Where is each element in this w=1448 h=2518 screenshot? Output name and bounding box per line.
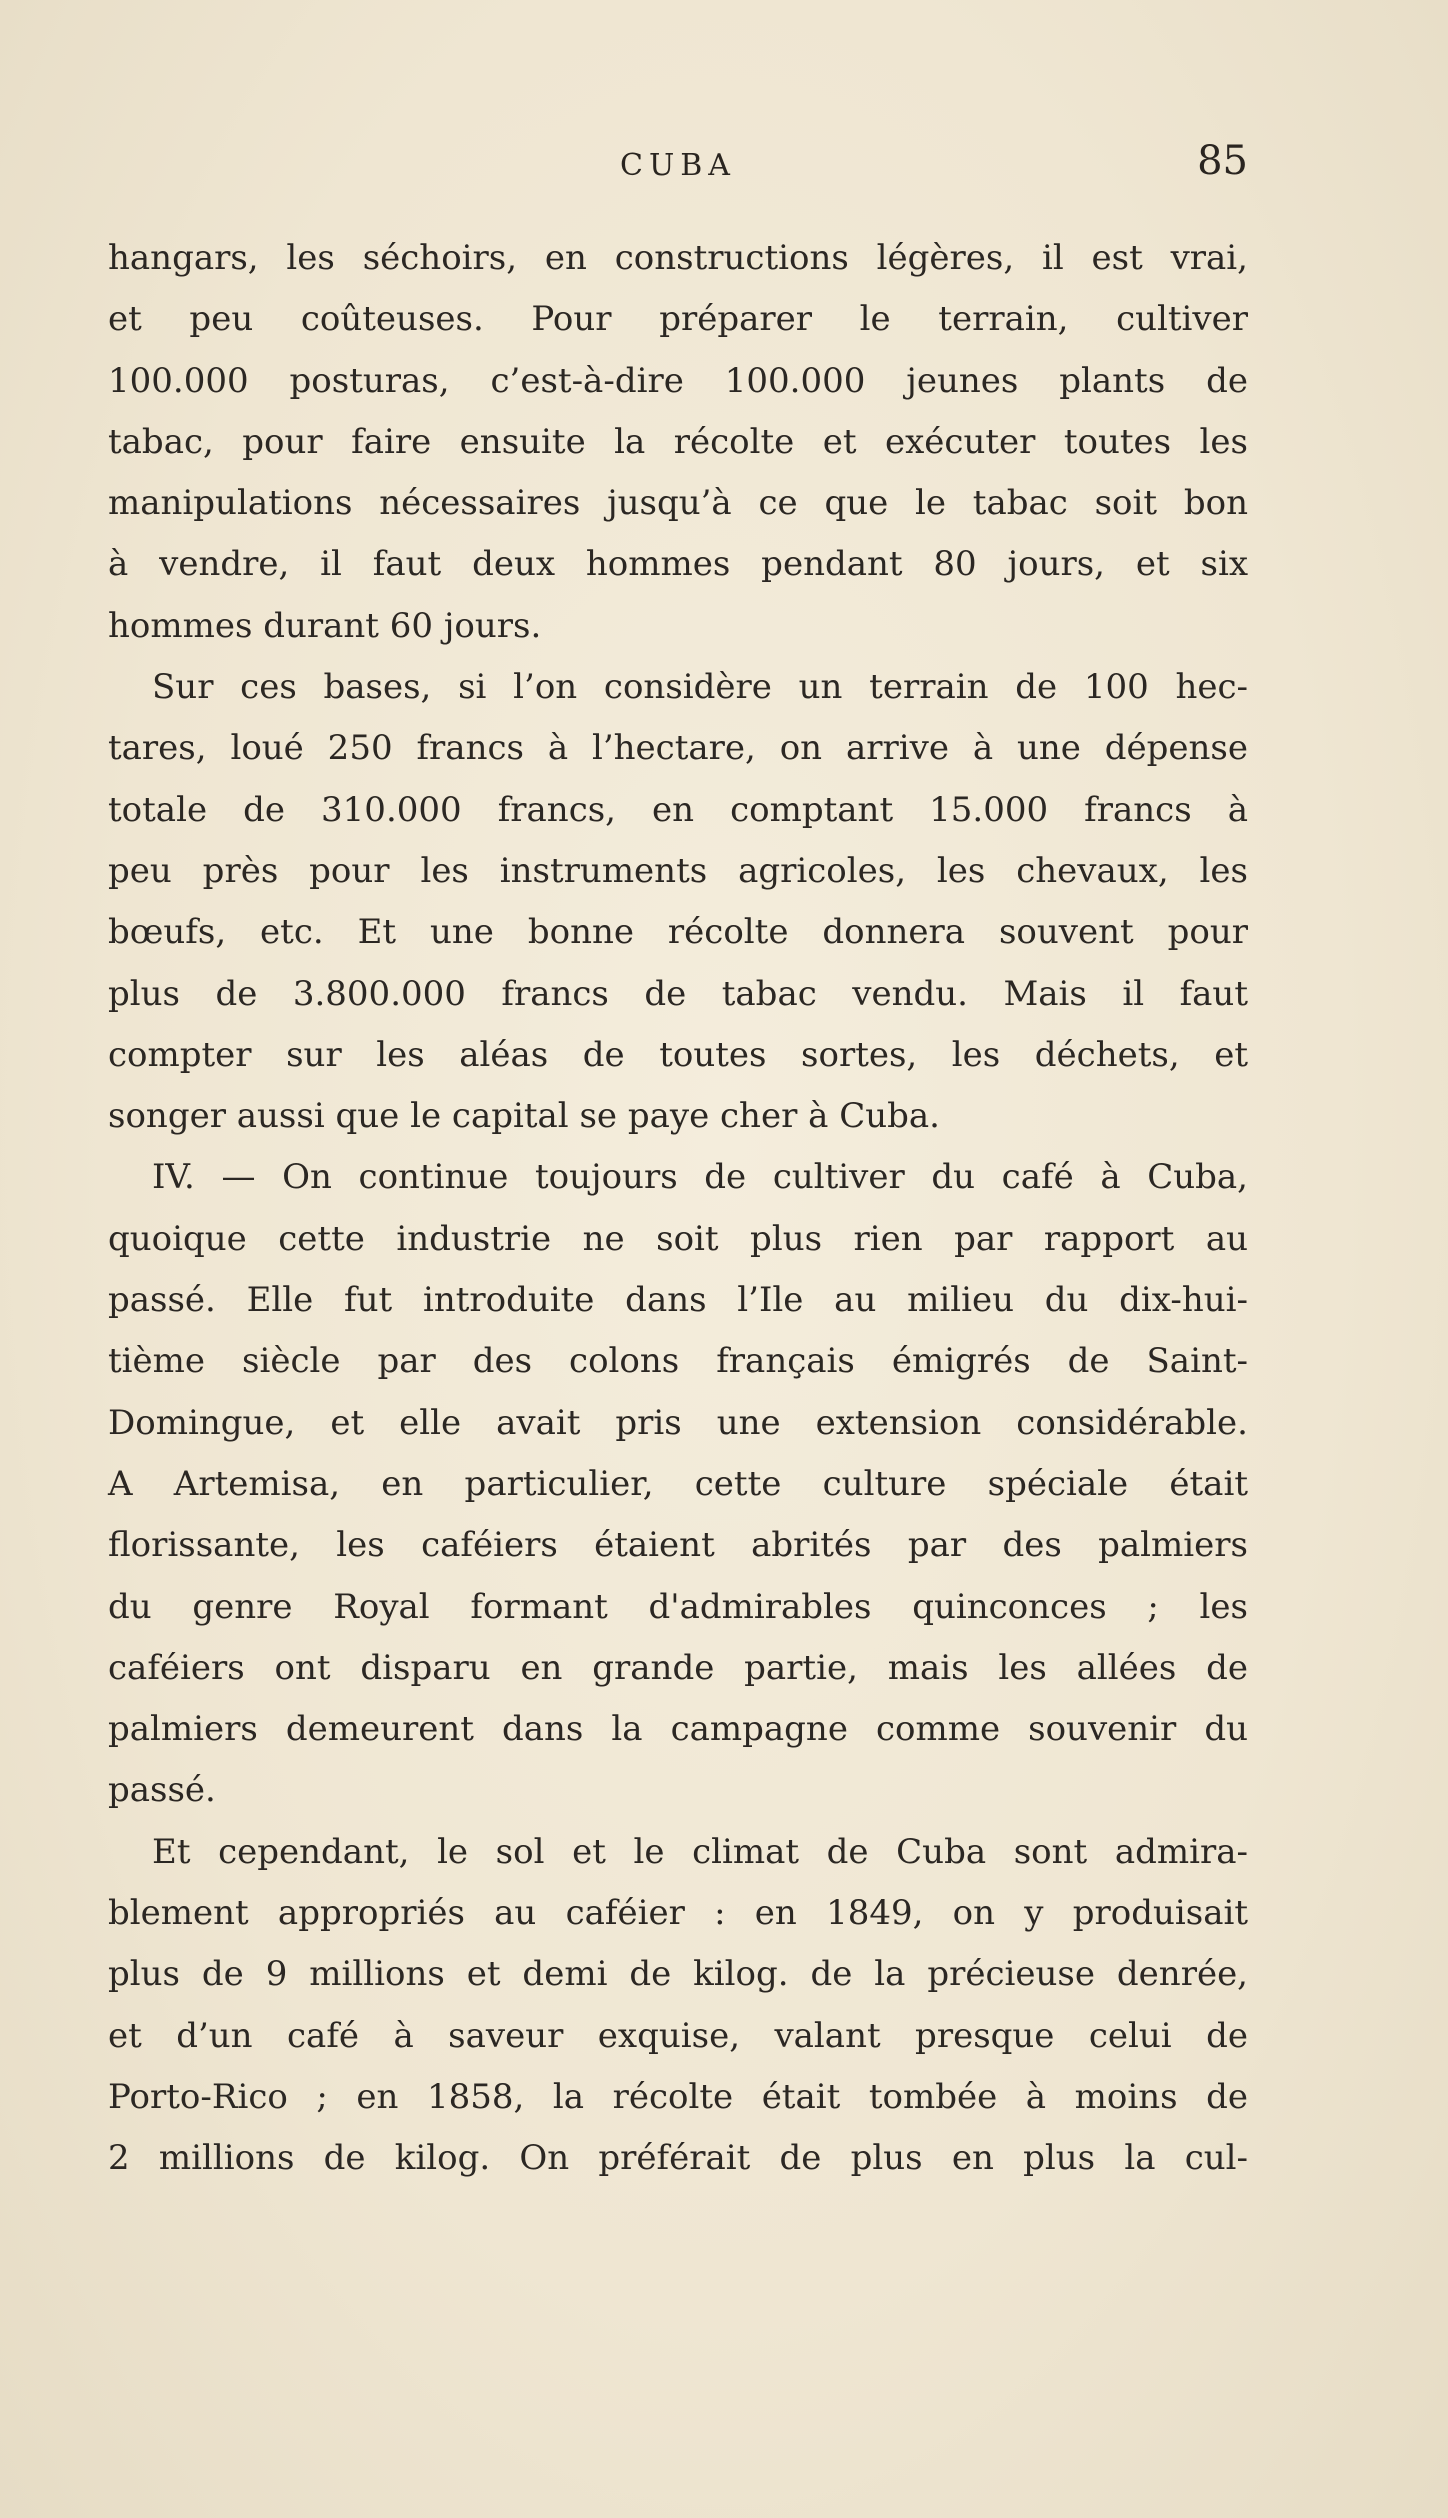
text-line: tabac, pour faire ensuite la récolte et exécuter toutes les [108, 421, 1248, 462]
text-line: à vendre, il faut deux hommes pendant 80 jours, et six [108, 544, 1248, 585]
text-line: Et cependant, le sol et le climat de Cuba sont admira- [152, 1831, 1248, 1872]
text-line: peu près pour les instruments agricoles, les chevaux, les [108, 850, 1248, 891]
text-line: et peu coûteuses. Pour préparer le terrain, cultiver [108, 299, 1248, 340]
text-line: caféiers ont disparu en grande partie, mais les allées de [108, 1647, 1248, 1688]
text-line: compter sur les aléas de toutes sortes, les déchets, et [108, 1034, 1248, 1075]
text-line: Sur ces bases, si l’on considère un terrain de 100 hec- [152, 667, 1248, 708]
text-line: hangars, les séchoirs, en constructions légères, il est vrai, [108, 238, 1248, 278]
text-line: 100.000 posturas, c’est-à-dire 100.000 jeunes plants de [108, 360, 1248, 401]
text-line: Domingue, et elle avait pris une extension considérable. [108, 1402, 1248, 1443]
text-line: du genre Royal formant d'admirables quinconces ; les [108, 1586, 1248, 1627]
text-line: plus de 9 millions et demi de kilog. de la précieuse denrée, [108, 1954, 1248, 1995]
text-line: IV. — On continue toujours de cultiver du café à Cuba, [152, 1157, 1248, 1198]
text-line: tième siècle par des colons français émigrés de Saint- [108, 1341, 1248, 1382]
body-text [108, 228, 1248, 2190]
text-line: quoique cette industrie ne soit plus rien par rapport au [108, 1218, 1248, 1259]
text-line: tares, loué 250 francs à l’hectare, on arrive à une dépense [108, 728, 1248, 769]
text-line: totale de 310.000 francs, en comptant 15.000 francs à [108, 789, 1248, 830]
text-line: A Artemisa, en particulier, cette culture spéciale était [108, 1463, 1248, 1504]
text-line: hommes durant 60 jours. [108, 605, 542, 646]
text-line: songer aussi que le capital se paye cher à Cuba. [108, 1096, 940, 1137]
text-line: manipulations nécessaires jusqu’à ce que le tabac soit bon [108, 483, 1248, 524]
text-line: passé. Elle fut introduite dans l’Ile au milieu du dix-hui- [108, 1280, 1248, 1321]
text-line: bœufs, etc. Et une bonne récolte donnera souvent pour [108, 912, 1248, 953]
text-line: et d’un café à saveur exquise, valant presque celui de [108, 2015, 1248, 2056]
text-line: passé. [108, 1770, 216, 1811]
text-line: palmiers demeurent dans la campagne comme souvenir du [108, 1709, 1248, 1750]
running-head [108, 138, 1248, 198]
text-line: blement appropriés au caféier : en 1849, on y produisait [108, 1893, 1248, 1934]
page-number: 85 [1197, 138, 1248, 184]
text-line: Porto-Rico ; en 1858, la récolte était tombée à moins de [108, 2076, 1248, 2117]
running-title: CUBA [620, 148, 736, 183]
text-line: plus de 3.800.000 francs de tabac vendu. Mais il faut [108, 973, 1248, 1014]
text-line: florissante, les caféiers étaient abrités par des palmiers [108, 1525, 1248, 1566]
text-line: 2 millions de kilog. On préférait de plus en plus la cul- [108, 2138, 1248, 2179]
